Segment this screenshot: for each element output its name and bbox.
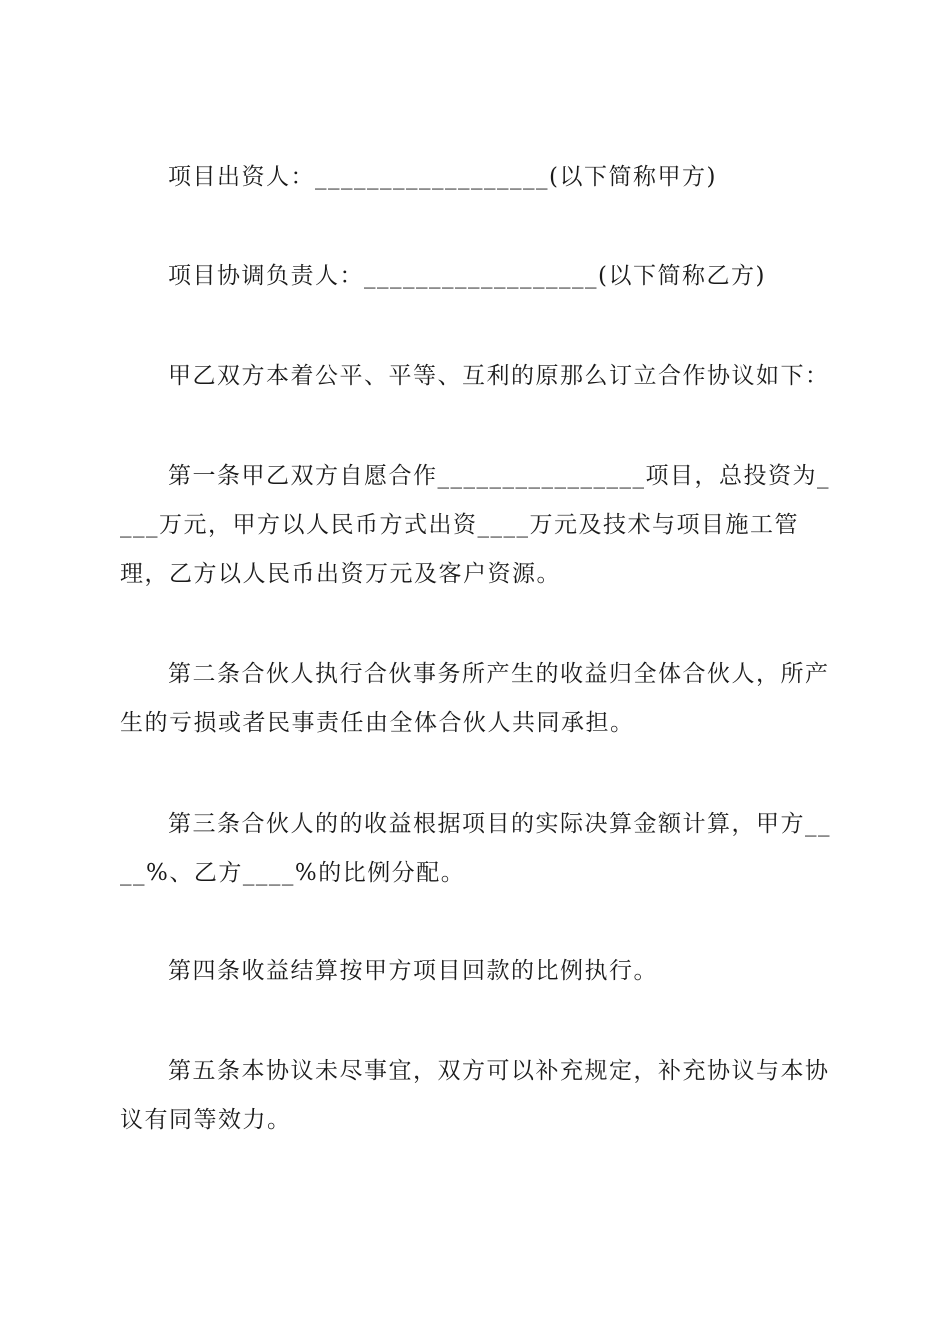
paragraph-article-4: 第四条收益结算按甲方项目回款的比例执行。 [168,958,658,984]
paragraph-preamble: 甲乙双方本着公平、平等、互利的原那么订立合作协议如下： [168,363,830,389]
paragraph-article-5: 第五条本协议未尽事宜，双方可以补充规定，补充协议与本协议有同等效力。 [120,1058,830,1133]
paragraph-coordinator: 项目协调负责人：__________________(以下简称乙方) [168,263,766,289]
paragraph-investor: 项目出资人：__________________(以下简称甲方) [168,164,717,190]
paragraph-article-1: 第一条甲乙双方自愿合作________________项目，总投资为____万元，甲方以人民币方式出资____万元及技术与项目施工管理，乙方以人民币出资万元及客户资源。 [120,463,830,587]
paragraph-article-2: 第二条合伙人执行合伙事务所产生的收益归全体合伙人，所产生的亏损或者民事责任由全体合伙人共同承担。 [120,661,830,736]
paragraph-article-3: 第三条合伙人的的收益根据项目的实际决算金额计算，甲方____%、乙方____%的比例分配。 [120,811,831,886]
